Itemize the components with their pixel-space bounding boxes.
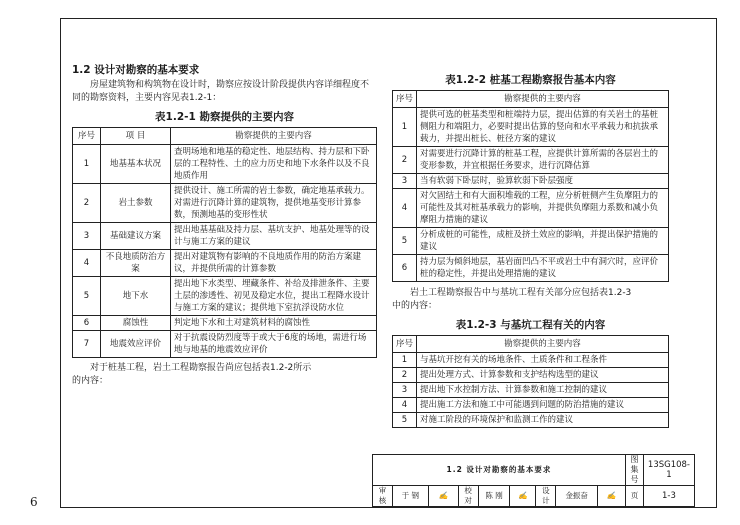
- row-item: 地震效应评价: [101, 331, 171, 358]
- row-number: 3: [73, 223, 101, 250]
- right-column: [392, 72, 669, 428]
- table-row: [393, 353, 669, 368]
- row-number: 1: [393, 353, 417, 368]
- table1: [72, 127, 377, 358]
- table3-header: 勘察提供的主要内容: [417, 336, 669, 353]
- table2-caption: 表1.2-2 桩基工程勘察报告基本内容: [445, 74, 616, 86]
- row-content: 查明场地和地基的稳定性、地层结构、持力层和下卧层的工程特性、土的应力历史和地下水条件以及不良地质作用: [171, 145, 377, 184]
- row-number: 5: [393, 413, 417, 428]
- table-row: [73, 250, 377, 277]
- row-number: 1: [393, 108, 417, 147]
- reviewer-signature: ✍: [428, 486, 458, 507]
- pile-note-line2: 的内容：: [72, 376, 109, 386]
- table1-header: 项 目: [101, 128, 171, 145]
- row-number: 1: [73, 145, 101, 184]
- page-label: 页: [625, 486, 643, 507]
- row-content: 与基坑开挖有关的场地条件、土质条件和工程条件: [417, 353, 669, 368]
- check-label: 校对: [458, 486, 478, 507]
- table1-caption: 表1.2-1 勘察提供的主要内容: [155, 111, 294, 123]
- row-content: 提供可选的桩基类型和桩端持力层，提出估算的有关岩土的基桩侧阻力和端阻力，必要时提出估算的竖向和水平承载力和抗拔承载力，并提出桩长、桩径方案的建议: [417, 108, 669, 147]
- row-item: 地基基本状况: [101, 145, 171, 184]
- row-content: 对施工阶段的环境保护和监测工作的建议: [417, 413, 669, 428]
- table2-header-row: [393, 91, 669, 108]
- row-content: 对欠固结土和有大面积堆载的工程，应分析桩侧产生负摩阻力的可能性及其对桩基承载力的影响，并提供负摩阻力系数和减小负摩阻力措施的建议: [417, 189, 669, 228]
- checker-name: 陈 刚: [478, 486, 510, 507]
- row-content: 提出地下水类型、埋藏条件、补给及排泄条件、主要土层的渗透性、初见及稳定水位，提出工程降水设计与施工方案的建议；提供地下室抗浮设防水位: [171, 277, 377, 316]
- table1-header: 勘察提供的主要内容: [171, 128, 377, 145]
- atlas-number: 13SG108-1: [643, 455, 694, 486]
- row-item: 不良地质防治方案: [101, 250, 171, 277]
- table2-header: 序号: [393, 91, 417, 108]
- row-content: 持力层为倾斜地层，基岩面凹凸不平或岩土中有洞穴时，应评价桩的稳定性，并提出处理措施的建议: [417, 255, 669, 282]
- table3: [392, 335, 669, 428]
- row-content: 提出地下水控制方法、计算参数和施工控制的建议: [417, 383, 669, 398]
- row-content: 提供设计、施工所需的岩土参数，确定地基承载力。对需进行沉降计算的建筑物，提供地基变形计算参数，预测地基的变形性状: [171, 184, 377, 223]
- review-label: 审核: [373, 486, 393, 507]
- pit-note-line1: 岩土工程勘察报告中与基坑工程有关部分应包括表1.2-3: [410, 288, 632, 298]
- intro-paragraph: 房屋建筑物和构筑物在设计时，勘察应按设计阶段提供内容详细程度不同的勘察资料，主要内容见表1.2-1：: [72, 80, 370, 103]
- row-number: 5: [393, 228, 417, 255]
- table3-caption: 表1.2-3 与基坑工程有关的内容: [455, 319, 606, 331]
- table-row: [73, 223, 377, 250]
- table-row: [393, 189, 669, 228]
- table3-header: 序号: [393, 336, 417, 353]
- row-content: 当有软弱下卧层时，验算软弱下卧层强度: [417, 174, 669, 189]
- row-number: 6: [73, 316, 101, 331]
- row-item: 腐蚀性: [101, 316, 171, 331]
- title-block: [372, 454, 695, 507]
- table2: [392, 90, 669, 282]
- table3-header-row: [393, 336, 669, 353]
- table-row: [73, 184, 377, 223]
- table-row: [393, 368, 669, 383]
- sheet-page-number: 1-3: [643, 486, 694, 507]
- row-content: 提出施工方法和施工中可能遇到问题的防治措施的建议: [417, 398, 669, 413]
- reviewer-name: 于 钢: [392, 486, 428, 507]
- table-row: [393, 383, 669, 398]
- row-item: 岩土参数: [101, 184, 171, 223]
- pile-note-line1: 对于桩基工程，岩土工程勘察报告尚应包括表1.2-2所示: [90, 363, 312, 373]
- table-row: [73, 316, 377, 331]
- pit-note-line2: 中的内容：: [392, 301, 438, 311]
- row-item: 基础建议方案: [101, 223, 171, 250]
- row-item: 地下水: [101, 277, 171, 316]
- table1-header-row: [73, 128, 377, 145]
- row-number: 2: [73, 184, 101, 223]
- checker-signature: ✍: [510, 486, 536, 507]
- row-number: 2: [393, 147, 417, 174]
- table-row: [393, 147, 669, 174]
- designer-signature: ✍: [598, 486, 626, 507]
- row-number: 3: [393, 174, 417, 189]
- row-number: 4: [393, 398, 417, 413]
- atlas-label: 图集号: [625, 455, 643, 486]
- row-number: 2: [393, 368, 417, 383]
- table-row: [73, 277, 377, 316]
- design-label: 设计: [536, 486, 556, 507]
- table-row: [393, 413, 669, 428]
- table-row: [393, 228, 669, 255]
- row-content: 提出地基基础及持力层、基坑支护、地基处理等的设计与施工方案的建议: [171, 223, 377, 250]
- table-row: [393, 398, 669, 413]
- designer-name: 金振奋: [556, 486, 598, 507]
- table-row: [73, 331, 377, 358]
- row-number: 7: [73, 331, 101, 358]
- table-row: [393, 108, 669, 147]
- table-row: [393, 255, 669, 282]
- row-number: 4: [393, 189, 417, 228]
- row-content: 分析成桩的可能性，成桩及挤土效应的影响，并提出保护措施的建议: [417, 228, 669, 255]
- row-number: 5: [73, 277, 101, 316]
- row-number: 3: [393, 383, 417, 398]
- row-number: 6: [393, 255, 417, 282]
- row-content: 对需要进行沉降计算的桩基工程，应提供计算所需的各层岩土的变形参数，并宜根据任务要求，进行沉降估算: [417, 147, 669, 174]
- row-content: 提出处理方式、计算参数和支护结构选型的建议: [417, 368, 669, 383]
- sheet-title: 1.2 设计对勘察的基本要求: [373, 455, 626, 486]
- table2-header: 勘察提供的主要内容: [417, 91, 669, 108]
- row-content: 判定地下水和土对建筑材料的腐蚀性: [171, 316, 377, 331]
- row-number: 4: [73, 250, 101, 277]
- section-heading: 1.2 设计对勘察的基本要求: [72, 64, 200, 76]
- row-content: 提出对建筑物有影响的不良地质作用的防治方案建议，并提供所需的计算参数: [171, 250, 377, 277]
- table1-header: 序号: [73, 128, 101, 145]
- page-number: 6: [30, 495, 38, 509]
- table-row: [73, 145, 377, 184]
- left-column: [72, 62, 377, 388]
- row-content: 对于抗震设防烈度等于或大于6度的场地，需进行场地与地基的地震效应评价: [171, 331, 377, 358]
- table-row: [393, 174, 669, 189]
